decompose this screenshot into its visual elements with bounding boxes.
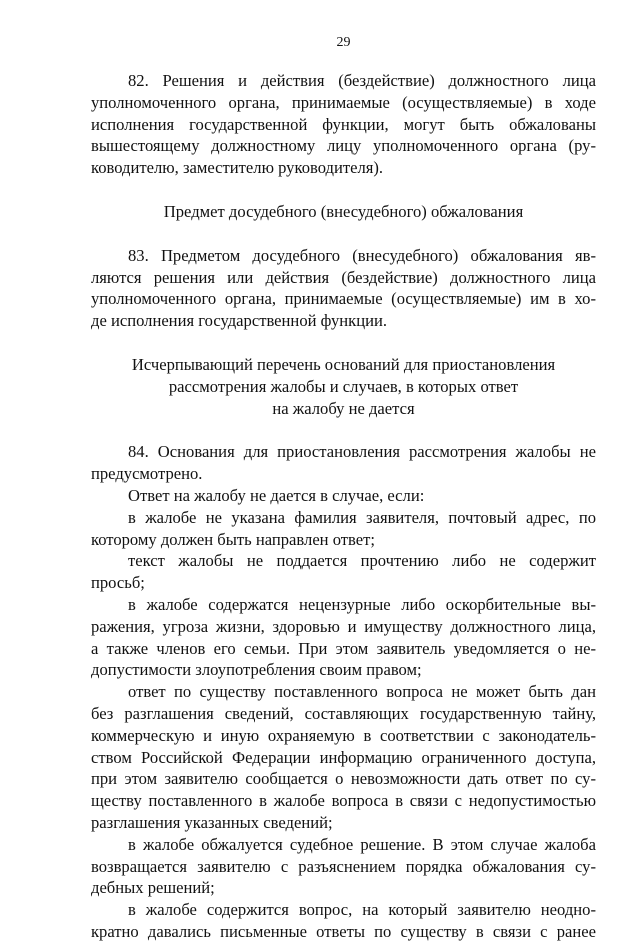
text-line: 82. Решения и действия (бездействие) должностного лица [128,71,596,90]
text-line: без разглашения сведений, составляющих государственную тайну, [91,703,596,723]
heading-line: Исчерпывающий перечень оснований для приостановления [131,354,556,374]
text-line: кратно давались письменные ответы по существу в связи с ранее [91,921,596,941]
paragraph-court-decision [91,834,596,899]
section-heading-grounds-list [91,354,596,419]
text-line: вышестоящему должностному лицу уполномоченного органа (ру- [91,136,596,156]
text-line: коммерческую и иную охраняемую в соответствии с законодатель- [91,725,596,745]
text-line: возвращается заявителю с разъяснением порядка обжалования су- [91,856,596,876]
paragraph-state-secret [91,681,596,834]
text-line: де исполнения государственной функции. [91,311,388,331]
paragraph-82 [91,70,596,179]
text-line: 83. Предметом досудебного (внесудебного) обжалования яв- [128,245,596,265]
text-line: ражения, угроза жизни, здоровью и имуществу должностного лица, [91,616,596,636]
paragraph-answer-not-given [91,485,596,507]
heading-line: на жалобу не дается [272,398,415,418]
paragraph-repeated-question [91,899,596,943]
text-line: а также членов его семьи. При этом заявитель уведомляется о не- [91,638,596,658]
text-line: просьб; [91,573,145,593]
text-line: которому должен быть направлен ответ; [91,529,376,549]
text-line: в жалобе содержится вопрос, на который заявителю неодно- [128,900,596,920]
text-line: текст жалобы не поддается прочтению либо не содержит [128,551,596,571]
text-line: уполномоченного органа, принимаемые (осуществляемые) в ходе [91,92,596,112]
text-line: дебных решений; [91,878,215,898]
heading-line: рассмотрения жалобы и случаев, в которых ответ [168,376,519,396]
text-line: разглашения указанных сведений; [91,812,333,832]
paragraph-no-name [91,507,596,551]
section-heading-appeal-subject: Предмет досудебного (внесудебного) обжалования [163,201,524,221]
text-line: ляются решения или действия (бездействие) должностного лица [91,267,596,287]
text-line: в жалобе обжалуется судебное решение. В этом случае жалоба [128,834,596,854]
text-line: при этом заявителю сообщается о невозможности дать ответ по су- [91,769,596,789]
paragraph-84 [91,441,596,485]
paragraph-obscene [91,594,596,681]
text-line: Ответ на жалобу не дается в случае, если: [128,485,425,505]
text-line: 84. Основания для приостановления рассмотрения жалобы не [128,442,596,462]
paragraph-83 [91,245,596,332]
paragraph-unreadable [91,550,596,594]
text-line: ществу поставленного в жалобе вопроса в связи с недопустимостью [91,791,596,811]
text-line: в жалобе не указана фамилия заявителя, почтовый адрес, по [128,507,596,527]
text-line: в жалобе содержатся нецензурные либо оскорбительные вы- [128,594,596,614]
text-line: ством Российской Федерации информацию ограниченного доступа, [91,747,596,767]
page-number: 29 [336,35,351,50]
text-line: уполномоченного органа, принимаемые (осуществляемые) им в хо- [91,289,596,309]
text-line: ответ по существу поставленного вопроса не может быть дан [128,682,596,702]
text-line: предусмотрено. [91,464,203,484]
text-line: допустимости злоупотребления своим правом; [91,660,422,680]
text-line: ководителю, заместителю руководителя). [91,158,384,178]
text-line: исполнения государственной функции, могут быть обжалованы [91,114,596,134]
